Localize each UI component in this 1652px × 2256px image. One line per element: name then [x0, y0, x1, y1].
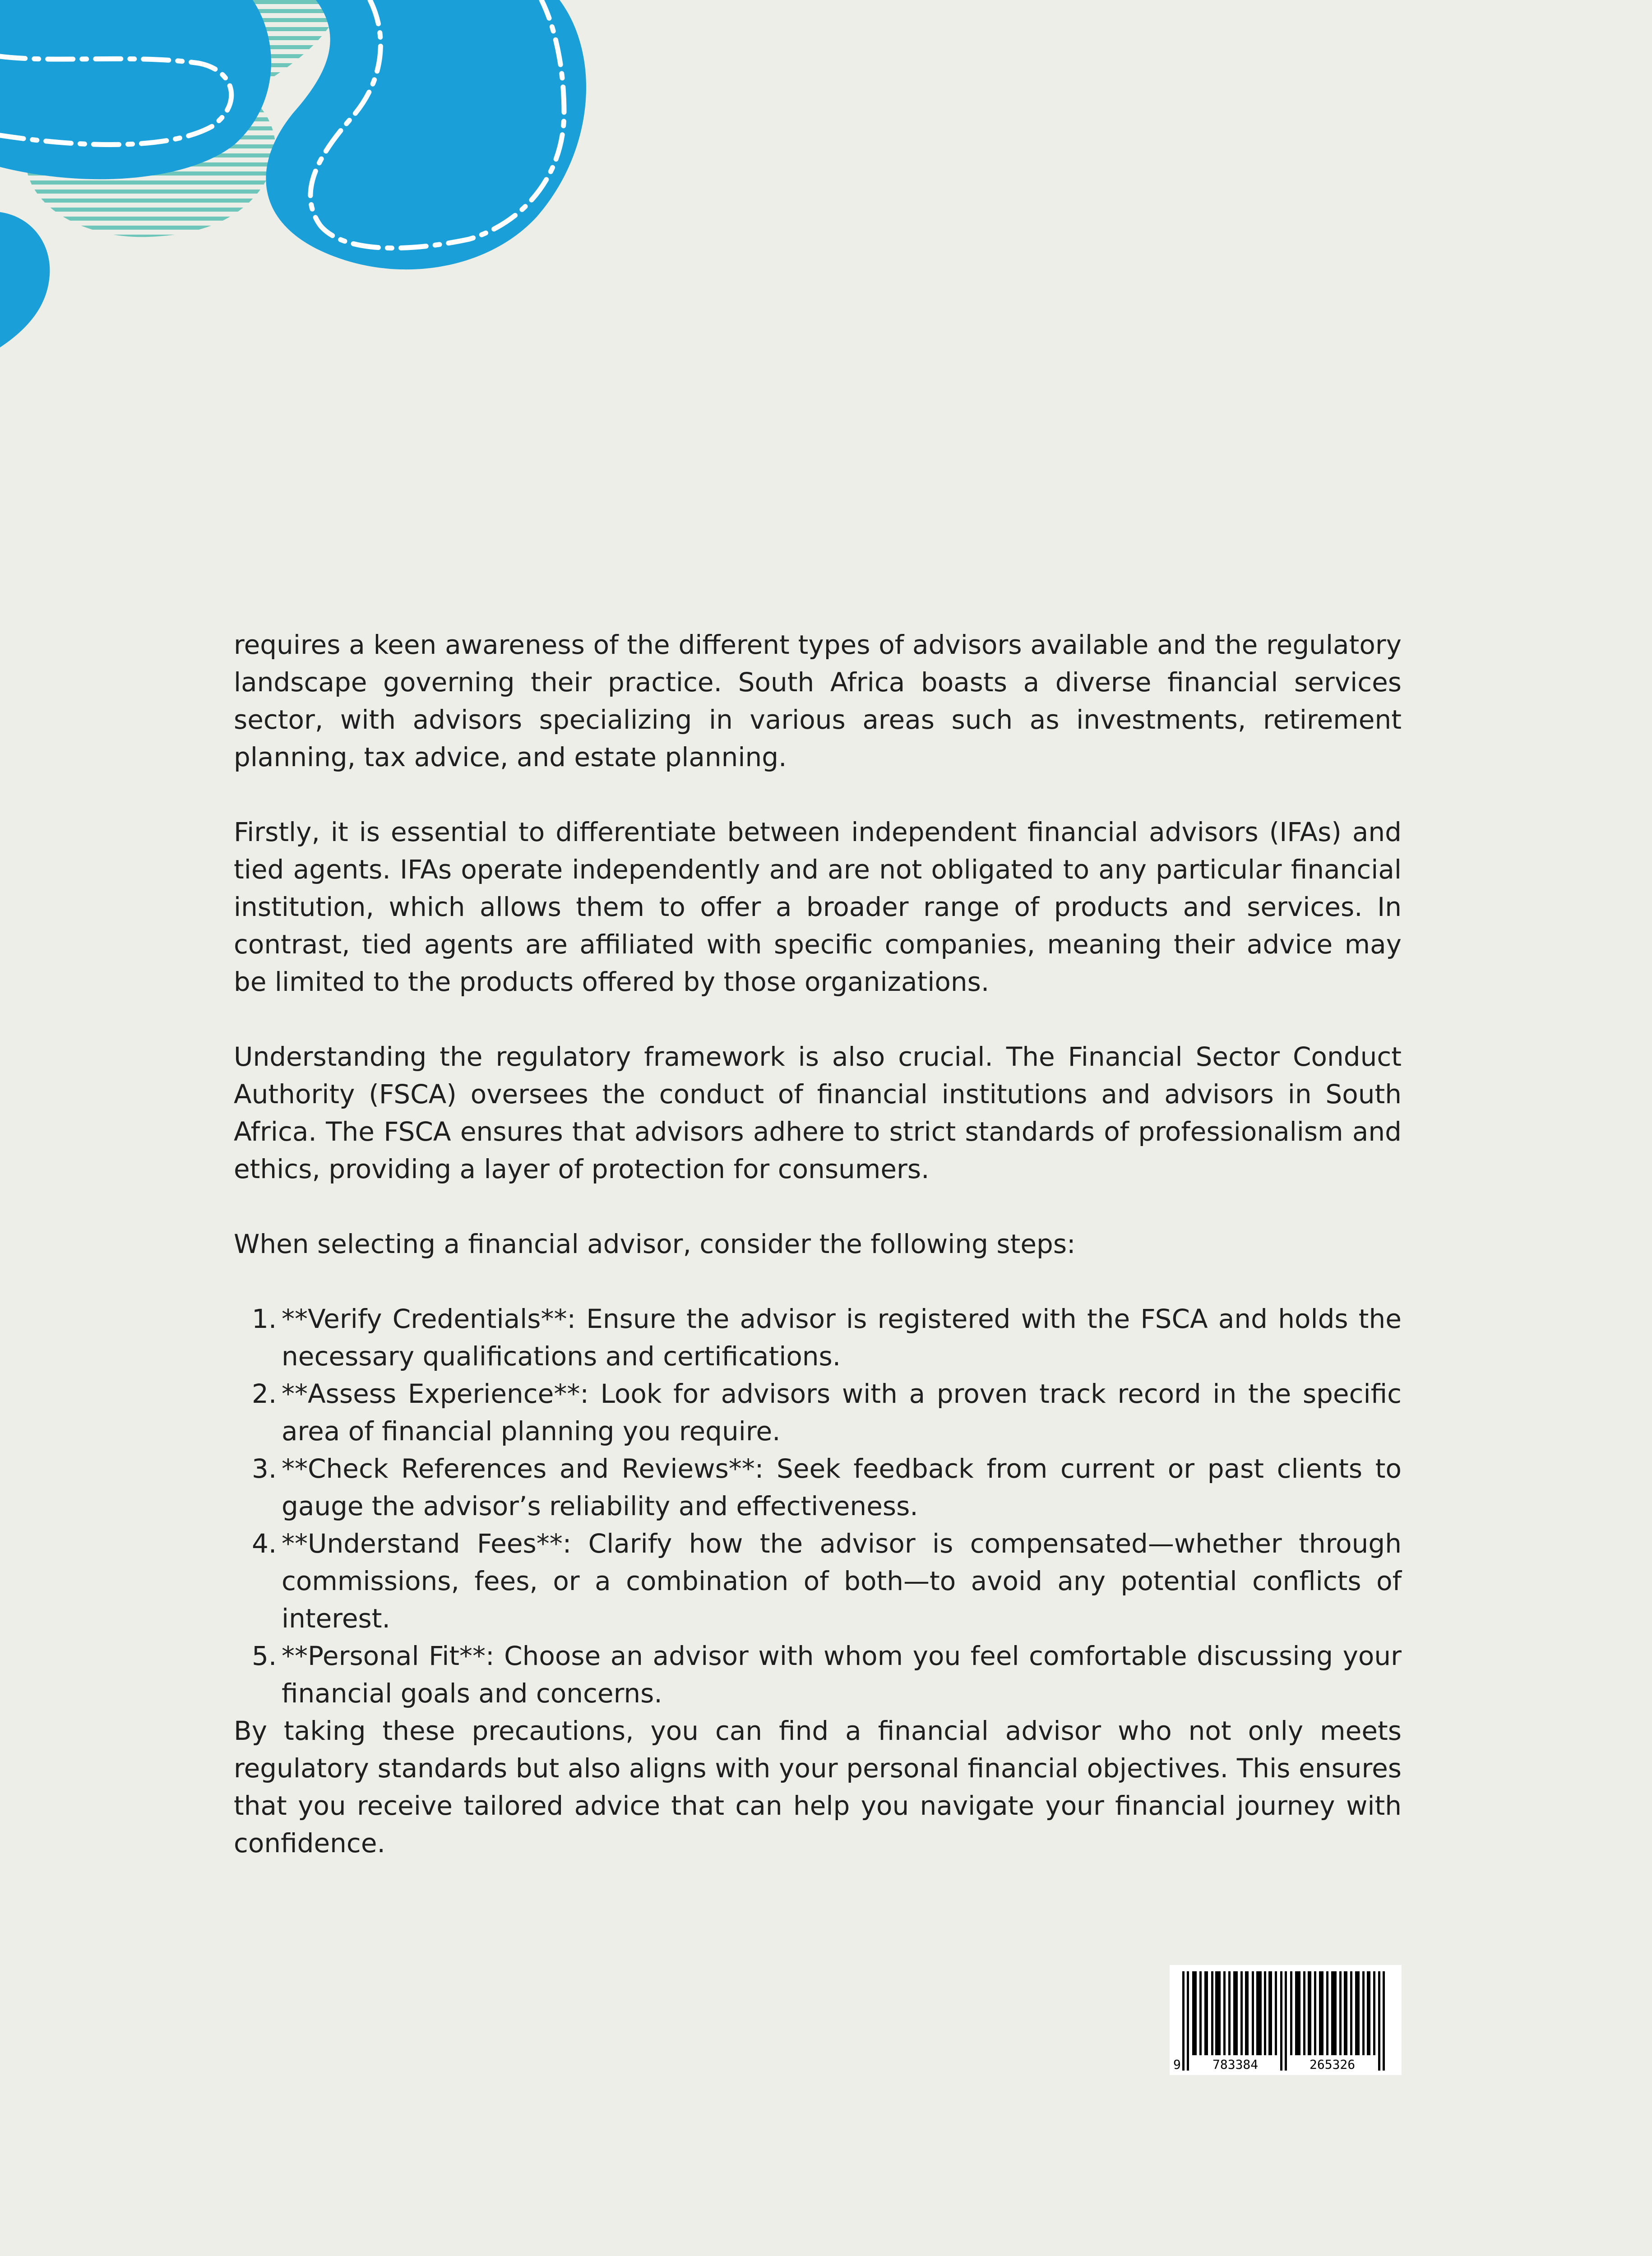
steps-list: [234, 1300, 1402, 1712]
list-number: 4.: [252, 1528, 277, 1559]
list-item: [234, 1300, 1402, 1375]
paragraph-ifa-vs-tied-agents: Firstly, it is essential to differentiate between independent financial advisors (IFAs) and tied agents. IFAs operate independently and are not obligated to any particular financial institution, which allows them to offer a broader range of products and services. In contrast, tied agents are affiliated with specific companies, meaning their advice may be limited to the products offered by those organizations.: [234, 817, 1402, 997]
list-item-text: **Assess Experience**: Look for advisors with a proven track record in the specific area of financial planning you require.: [282, 1378, 1402, 1447]
barcode-digits-right: 265326: [1310, 2057, 1356, 2072]
list-item: [234, 1637, 1402, 1712]
list-item: [234, 1525, 1402, 1637]
list-number: 5.: [252, 1641, 277, 1671]
paragraph-intro: requires a keen awareness of the different types of advisors available and the regulatory landscape governing their practice. South Africa boasts a diverse financial services sector, with advisors specializing in various areas such as investments, retirement planning, tax advice, and estate planning.: [234, 629, 1402, 772]
barcode-digits-left: 783384: [1212, 2057, 1259, 2072]
list-number: 1.: [252, 1304, 277, 1334]
paragraph-steps-intro: When selecting a financial advisor, consider the following steps:: [234, 1229, 1076, 1259]
paragraph-regulatory-framework: Understanding the regulatory framework is also crucial. The Financial Sector Conduct Authority (FSCA) oversees the conduct of financial institutions and advisors in South Africa. The FSCA ensures that advisors adhere to strict standards of professionalism and ethics, providing a layer of protection for consumers.: [234, 1041, 1402, 1184]
isbn-barcode-icon: [1170, 1965, 1402, 2075]
list-number: 3.: [252, 1453, 277, 1484]
abstract-blue-river-shapes-icon: [0, 0, 596, 352]
list-number: 2.: [252, 1378, 277, 1409]
list-item: [234, 1450, 1402, 1525]
body-text: [234, 626, 1402, 1900]
list-item-text: **Understand Fees**: Clarify how the advisor is compensated—whether through commissions, fees, or a combination of both—to avoid any potential conflicts of interest.: [282, 1528, 1402, 1634]
list-item-text: **Personal Fit**: Choose an advisor with whom you feel comfortable discussing your financial goals and concerns.: [282, 1641, 1402, 1709]
list-item: [234, 1375, 1402, 1450]
list-item-text: **Check References and Reviews**: Seek feedback from current or past clients to gauge the advisor’s reliability and effectiveness.: [282, 1453, 1402, 1521]
paragraph-closing: By taking these precautions, you can find a financial advisor who not only meets regulatory standards but also aligns with your personal financial objectives. This ensures that you receive tailored advice that can help you navigate your financial journey with confidence.: [234, 1715, 1402, 1858]
list-item-text: **Verify Credentials**: Ensure the advisor is registered with the FSCA and holds the necessary qualifications and certifications.: [282, 1304, 1402, 1372]
barcode-digit-first: 9: [1173, 2057, 1181, 2072]
